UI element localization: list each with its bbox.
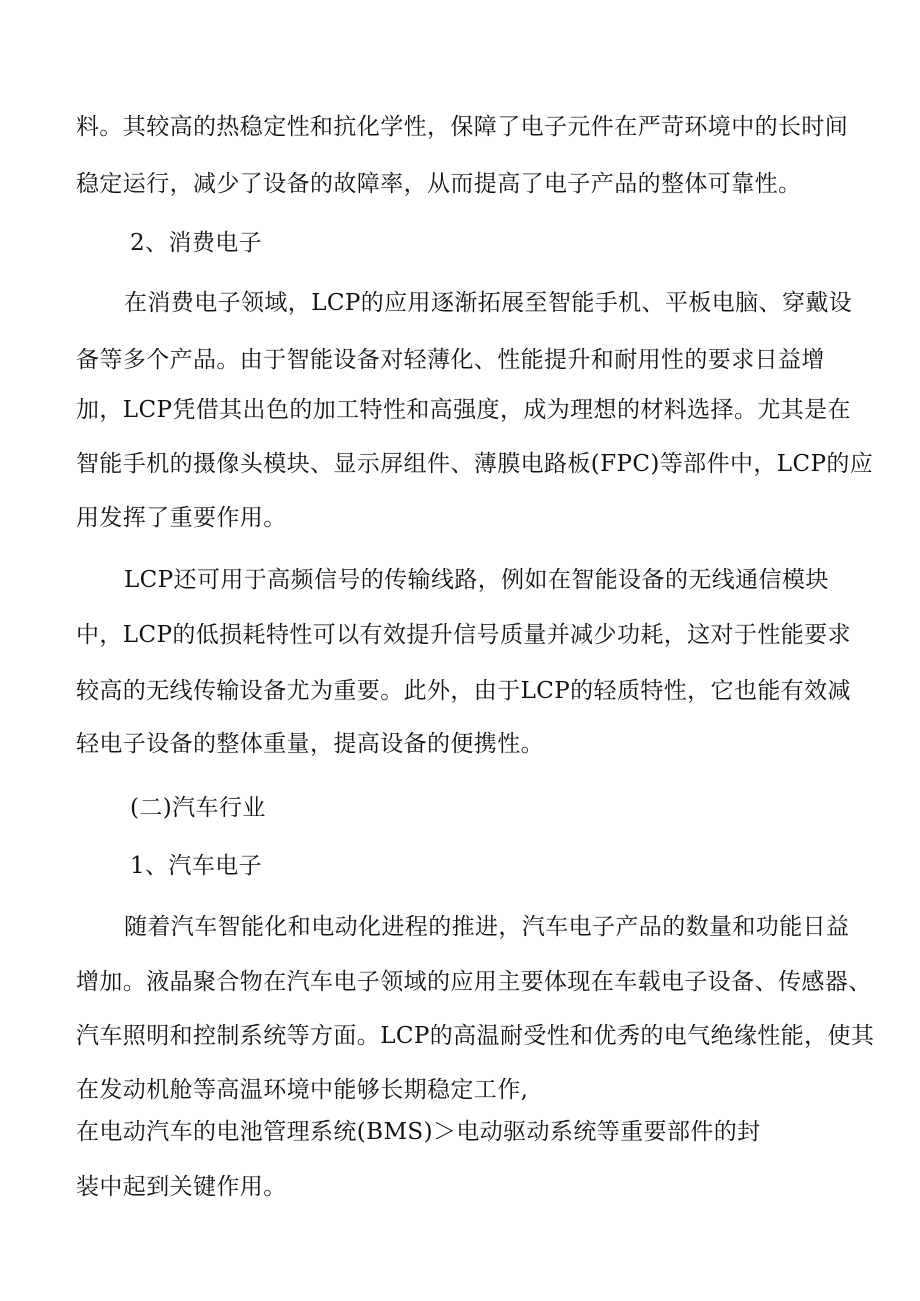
paragraph-line: 智能手机的摄像头模块、显示屏组件、薄膜电路板(FPC)等部件中，LCP的应 [76,451,874,477]
paragraph-line: 较高的无线传输设备尤为重要。此外，由于LCP的轻质特性，它也能有效减 [76,678,851,704]
paragraph-line: 在电动汽车的电池管理系统(BMS)＞电动驱动系统等重要部件的封 [76,1119,761,1145]
paragraph-line: 汽车照明和控制系统等方面。LCP的高温耐受性和优秀的电气绝缘性能，使其 [76,1023,875,1049]
section-heading: 2、消费电子 [130,230,263,256]
paragraph-line: 装中起到关键作用。 [76,1174,287,1200]
paragraph-line: 加，LCP凭借其出色的加工特性和高强度，成为理想的材料选择。尤其是在 [76,397,851,423]
paragraph-line: 随着汽车智能化和电动化进程的推进，汽车电子产品的数量和功能日益 [124,914,850,940]
paragraph-line: 在发动机舱等高温环境中能够长期稳定工作, [76,1077,529,1103]
paragraph-line: 在消费电子领域，LCP的应用逐渐拓展至智能手机、平板电脑、穿戴设 [124,290,853,316]
paragraph-line: 备等多个产品。由于智能设备对轻薄化、性能提升和耐用性的要求日益增 [76,347,825,373]
section-heading: (二)汽车行业 [130,795,266,821]
paragraph-line: 增加。液晶聚合物在汽车电子领域的应用主要体现在车载电子设备、传感器、 [76,969,872,995]
paragraph-line: 料。其较高的热稳定性和抗化学性，保障了电子元件在严苛环境中的长时间 [76,114,849,140]
paragraph-line: 用发挥了重要作用。 [76,505,287,531]
paragraph-line: 轻电子设备的整体重量，提高设备的便携性。 [76,731,544,757]
paragraph-line: 稳定运行，减少了设备的故障率，从而提高了电子产品的整体可靠性。 [76,171,802,197]
paragraph-line: 中，LCP的低损耗特性可以有效提升信号质量并减少功耗，这对于性能要求 [76,622,851,648]
paragraph-line: LCP还可用于高频信号的传输线路，例如在智能设备的无线通信模块 [124,567,829,593]
subsection-heading: 1、汽车电子 [130,853,263,879]
